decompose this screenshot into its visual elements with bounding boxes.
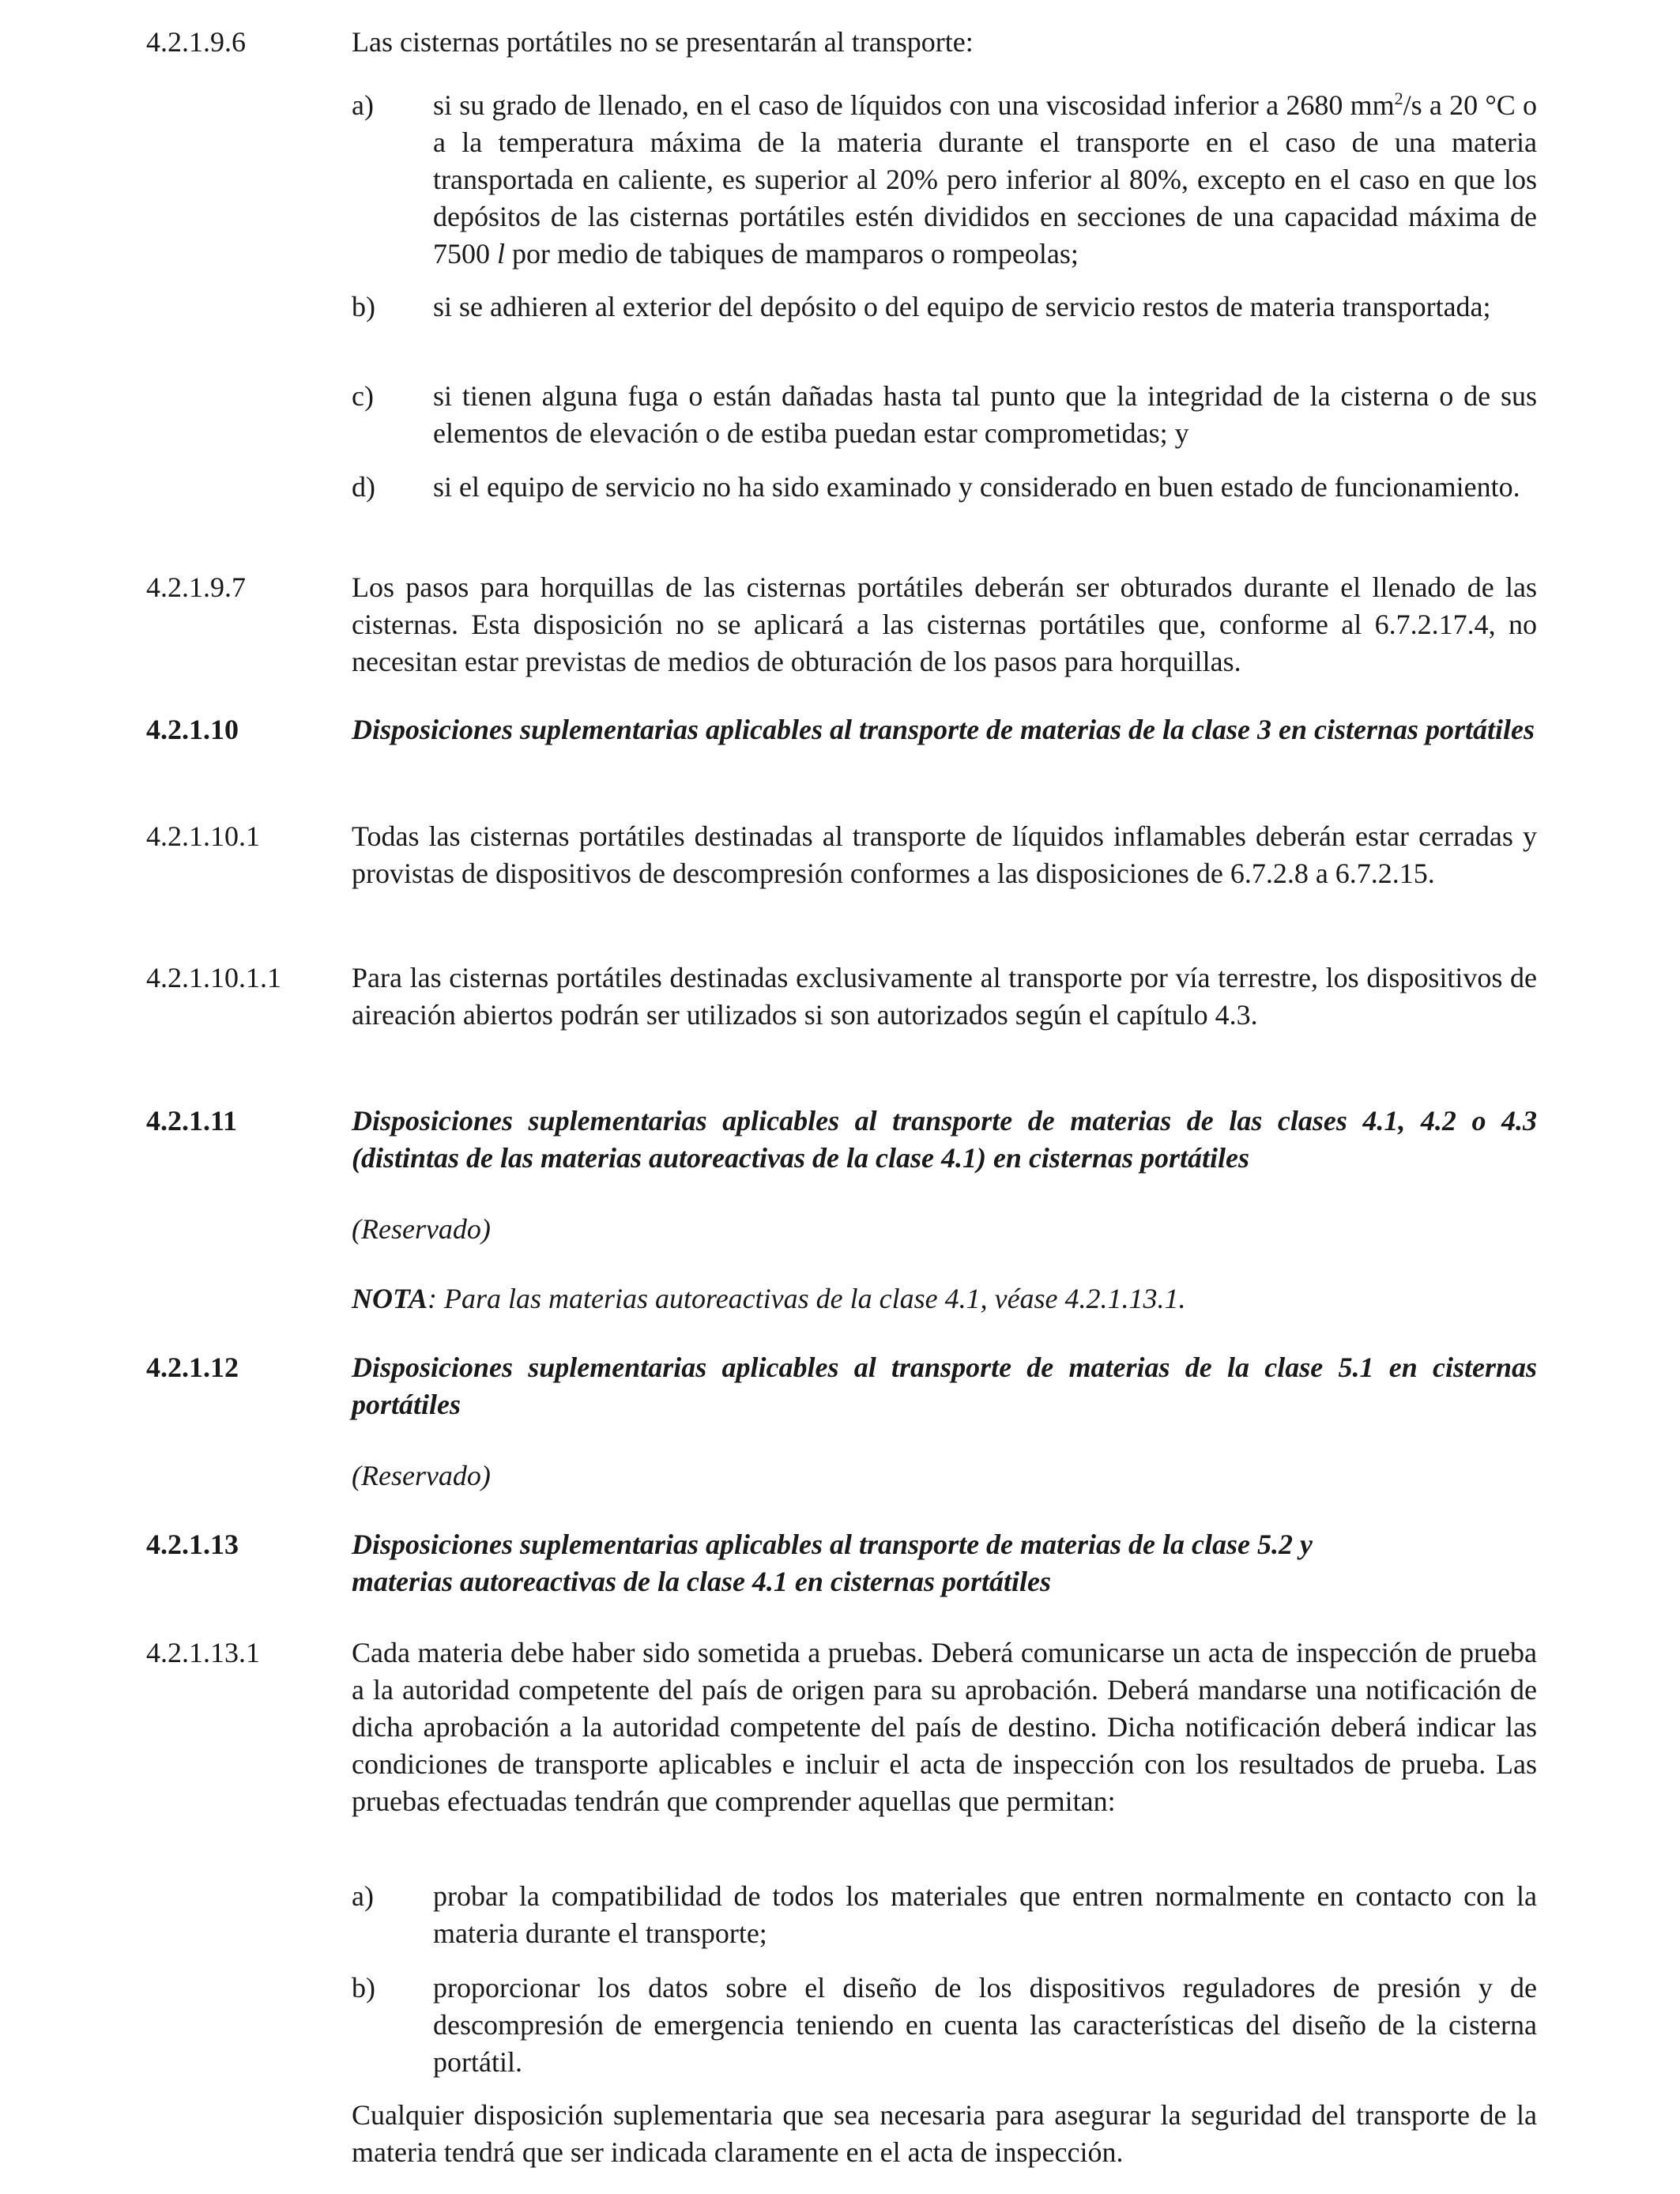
closing-text: Cualquier disposición suplementaria que sea necesaria para asegurar la seguridad del transporte de la materia tendrá que ser indicada claramente en el acta de inspección. xyxy=(352,2099,1537,2168)
section-number: 4.2.1.9.6 xyxy=(146,26,246,58)
title-line-2: materias autoreactivas de la clase 4.1 en cisternas portátiles xyxy=(352,1566,1051,1597)
note xyxy=(352,1280,1537,1318)
text-part: por medio de tabiques de mamparos o rompeolas; xyxy=(505,238,1079,270)
section-title: Disposiciones suplementarias aplicables al transporte de materias de la clase 3 en cisternas portátiles xyxy=(352,714,1535,745)
section-number: 4.2.1.11 xyxy=(146,1105,238,1137)
text-part: /s a 20 °C o a la temperatura máxima de la materia durante el transporte en el caso de una materia transportada en caliente, es superior al 20% pero inferior al 80%, excepto en el caso en que los depósitos de las cisternas portátiles estén divididos en secciones de una capacidad máxima de 7500 xyxy=(433,89,1537,270)
section-text: Cada materia debe haber sido sometida a pruebas. Deberá comunicarse un acta de inspección de prueba a la autoridad competente del país de origen para su aprobación. Deberá mandarse una notificación de dicha aprobación a la autoridad competente del país de destino. Dicha notificación deberá indicar las condiciones de transporte aplicables e incluir el acta de inspección con los resultados de prueba. Las pruebas efectuadas tendrán que comprender aquellas que permitan: xyxy=(352,1637,1537,1817)
reserved-text: (Reservado) xyxy=(352,1460,491,1491)
note-label: NOTA xyxy=(352,1283,428,1314)
superscript: 2 xyxy=(1394,89,1403,108)
list-label: b) xyxy=(352,291,375,322)
list-item-text: si tienen alguna fuga o están dañadas hasta tal punto que la integridad de la cisterna o de sus elementos de elevación o de estiba puedan estar comprometidas; y xyxy=(433,380,1537,449)
text-part: si su grado de llenado, en el caso de líquidos con una viscosidad inferior a 2680 mm xyxy=(433,89,1395,121)
list-item-text: proporcionar los datos sobre el diseño de los dispositivos reguladores de presión y de descompresión de emergencia teniendo en cuenta las características del diseño de la cisterna portátil. xyxy=(433,1972,1537,2078)
section-number: 4.2.1.12 xyxy=(146,1351,239,1383)
section-number: 4.2.1.9.7 xyxy=(146,571,246,603)
section-text: Para las cisternas portátiles destinadas exclusivamente al transporte por vía terrestre, los dispositivos de aireación abiertos podrán ser utilizados si son autorizados según el capítulo 4.3. xyxy=(352,962,1537,1031)
list-label: a) xyxy=(352,1880,374,1912)
list-label: d) xyxy=(352,471,375,503)
list-label: a) xyxy=(352,89,374,121)
title-line-1: Disposiciones suplementarias aplicables al transporte de materias de la clase 5.2 y xyxy=(352,1529,1313,1560)
list-label: c) xyxy=(352,380,374,412)
section-number: 4.2.1.13.1 xyxy=(146,1637,260,1668)
section-number: 4.2.1.10.1 xyxy=(146,820,260,852)
list-item-text: probar la compatibilidad de todos los materiales que entren normalmente en contacto con la materia durante el transporte; xyxy=(433,1880,1537,1949)
section-title: Disposiciones suplementarias aplicables al transporte de materias de la clase 5.1 en cisternas portátiles xyxy=(352,1351,1537,1420)
list-item-text xyxy=(433,87,1537,273)
section-title: Disposiciones suplementarias aplicables al transporte de materias de las clases 4.1, 4.2 o 4.3 (distintas de las materias autoreactivas de la clase 4.1) en cisternas portátiles xyxy=(352,1105,1537,1174)
list-label: b) xyxy=(352,1972,375,2004)
reserved-text: (Reservado) xyxy=(352,1213,491,1245)
section-text: Los pasos para horquillas de las cisternas portátiles deberán ser obturados durante el llenado de las cisternas. Esta disposición no se aplicará a las cisternas portátiles que, conforme al 6.7.2.17.4, no necesitan estar previstas de medios de obturación de los pasos para horquillas. xyxy=(352,571,1537,677)
section-title xyxy=(352,1526,1537,1600)
list-item-text: si el equipo de servicio no ha sido examinado y considerado en buen estado de funcionamiento. xyxy=(433,471,1520,503)
note-text: : Para las materias autoreactivas de la clase 4.1, véase 4.2.1.13.1. xyxy=(428,1283,1186,1314)
section-number: 4.2.1.13 xyxy=(146,1529,239,1560)
unit-litre: l xyxy=(497,238,506,270)
section-number: 4.2.1.10 xyxy=(146,714,239,745)
list-item-text: si se adhieren al exterior del depósito o del equipo de servicio restos de materia transportada; xyxy=(433,291,1491,322)
section-number: 4.2.1.10.1.1 xyxy=(146,962,281,993)
section-text: Todas las cisternas portátiles destinadas al transporte de líquidos inflamables deberán estar cerradas y provistas de dispositivos de descompresión conformes a las disposiciones de 6.7.2.8 a 6.7.2.15. xyxy=(352,820,1537,889)
section-text: Las cisternas portátiles no se presentarán al transporte: xyxy=(352,26,974,58)
